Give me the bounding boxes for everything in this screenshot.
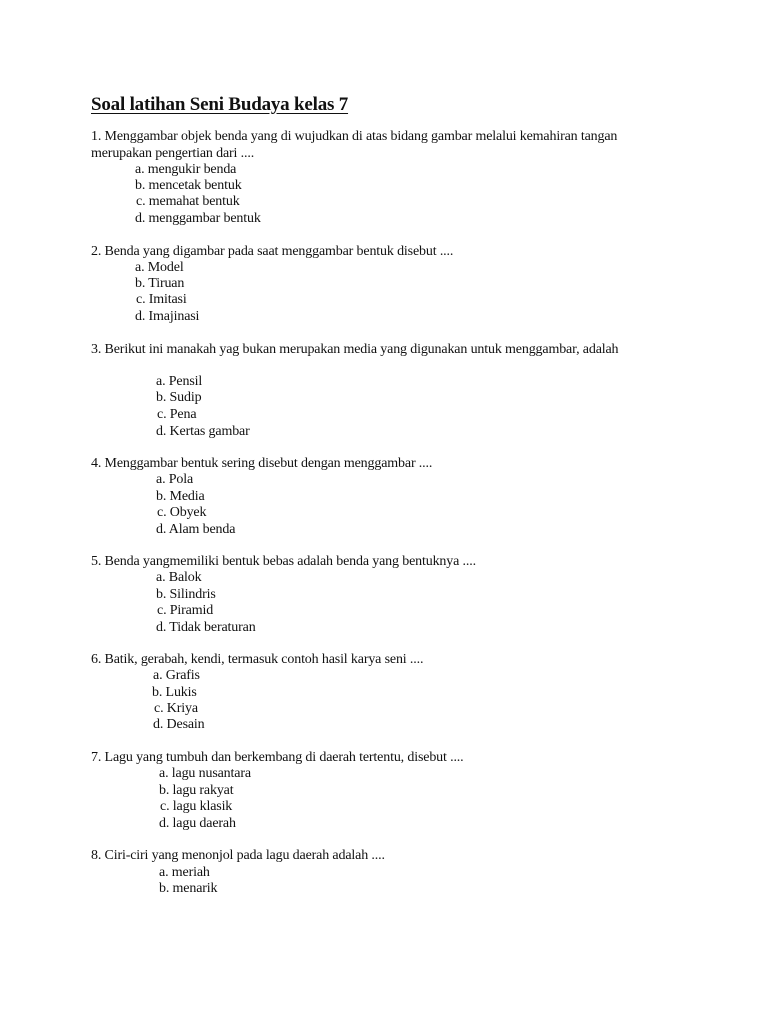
question-6-option-a: a. Grafis	[153, 668, 200, 683]
question-5-option-a: a. Balok	[156, 570, 202, 585]
question-1-option-b: b. mencetak bentuk	[135, 178, 242, 193]
question-3-option-a: a. Pensil	[156, 374, 203, 389]
question-6-option-c: c. Kriya	[154, 701, 198, 716]
question-7-option-b: b. lagu rakyat	[159, 783, 234, 798]
question-7-option-d: d. lagu daerah	[159, 816, 236, 831]
question-3-option-c: c. Pena	[157, 407, 197, 422]
question-3-option-d: d. Kertas gambar	[156, 424, 250, 439]
question-3-text: 3. Berikut ini manakah yag bukan merupakan media yang digunakan untuk menggambar, adalah	[91, 342, 619, 357]
question-4-option-c: c. Obyek	[157, 505, 207, 520]
page-title: Soal latihan Seni Budaya kelas 7	[91, 94, 349, 115]
question-2-option-a: a. Model	[135, 260, 184, 275]
question-7-text: 7. Lagu yang tumbuh dan berkembang di daerah tertentu, disebut ....	[91, 750, 464, 765]
question-6-option-b: b. Lukis	[152, 685, 197, 700]
question-5-option-d: d. Tidak beraturan	[156, 620, 256, 635]
question-2-text: 2. Benda yang digambar pada saat menggambar bentuk disebut ....	[91, 244, 454, 259]
question-7-option-a: a. lagu nusantara	[159, 766, 251, 781]
question-2-option-b: b. Tiruan	[135, 276, 185, 291]
question-1-option-a: a. mengukir benda	[135, 162, 237, 177]
question-5-option-c: c. Piramid	[157, 603, 214, 618]
question-1-text: 1. Menggambar objek benda yang di wujudkan di atas bidang gambar melalui kemahiran tangan	[91, 129, 618, 144]
question-5-text: 5. Benda yangmemiliki bentuk bebas adalah benda yang bentuknya ....	[91, 554, 476, 569]
question-6-option-d: d. Desain	[153, 717, 205, 732]
question-8-option-b: b. menarik	[159, 881, 218, 896]
question-1-option-d: d. menggambar bentuk	[135, 211, 261, 226]
question-1-option-c: c. memahat bentuk	[136, 194, 240, 209]
question-7-option-c: c. lagu klasik	[160, 799, 233, 814]
question-2-option-c: c. Imitasi	[136, 292, 187, 307]
question-4-text: 4. Menggambar bentuk sering disebut dengan menggambar ....	[91, 456, 433, 471]
question-4-option-b: b. Media	[156, 489, 205, 504]
question-2-option-d: d. Imajinasi	[135, 309, 200, 324]
question-8-option-a: a. meriah	[159, 865, 210, 880]
question-8-text: 8. Ciri-ciri yang menonjol pada lagu daerah adalah ....	[91, 848, 385, 863]
question-4-option-d: d. Alam benda	[156, 522, 236, 537]
question-5-option-b: b. Silindris	[156, 587, 216, 602]
question-4-option-a: a. Pola	[156, 472, 194, 487]
question-1-text-cont: merupakan pengertian dari ....	[91, 146, 255, 161]
question-3-option-b: b. Sudip	[156, 390, 202, 405]
question-6-text: 6. Batik, gerabah, kendi, termasuk contoh hasil karya seni ....	[91, 652, 424, 667]
